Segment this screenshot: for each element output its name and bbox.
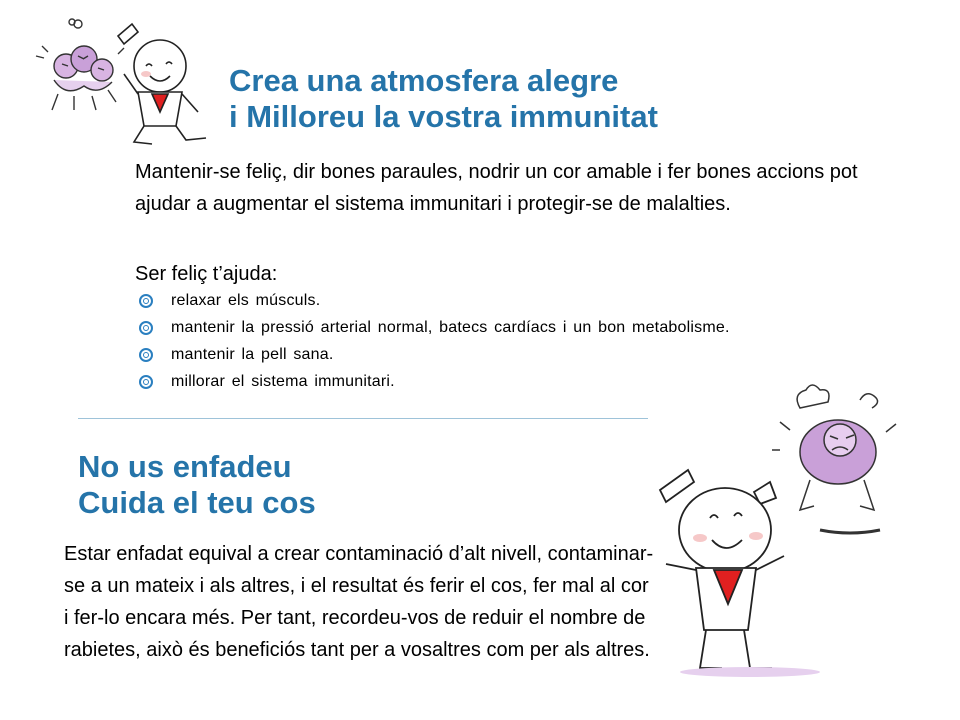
list-item [137, 314, 730, 341]
double-circle-bullet-icon [139, 348, 153, 362]
heading-line: Cuida el teu cos [78, 485, 316, 520]
happy-child-illustration [18, 14, 208, 149]
double-circle-bullet-icon [139, 321, 153, 335]
angry-figure-illustration [772, 385, 896, 533]
angry-crowd-illustration [36, 19, 124, 110]
heading-line: No us enfadeu [78, 449, 292, 484]
list-item-text: mantenir la pell sana. [171, 346, 334, 363]
double-circle-bullet-icon [139, 375, 153, 389]
happy-child-figure [118, 24, 206, 144]
heading-line: Crea una atmosfera alegre [229, 63, 619, 98]
ground-shadow [680, 667, 820, 677]
section-heading-anger [78, 449, 316, 521]
list-item [137, 341, 730, 368]
happy-child-and-angry-figure-illustration [650, 380, 900, 680]
section-heading-happy [229, 63, 658, 135]
double-circle-bullet-icon [139, 294, 153, 308]
heading-line: i Milloreu la vostra immunitat [229, 99, 658, 134]
happiness-intro: Ser feliç t’ajuda: [135, 263, 278, 285]
happy-child-figure [660, 470, 784, 668]
list-item [137, 368, 730, 395]
happiness-paragraph: Mantenir-se feliç, dir bones paraules, nodrir un cor amable i fer bones accions pot ajudar a augmentar el sistema immunitari i protegir-se de malalties. [135, 161, 858, 215]
list-item-text: millorar el sistema immunitari. [171, 373, 395, 390]
section-divider [78, 418, 648, 419]
happiness-benefits-list [137, 287, 730, 395]
list-item-text: mantenir la pressió arterial normal, batecs cardíacs i un bon metabolisme. [171, 319, 730, 336]
list-item-text: relaxar els músculs. [171, 292, 321, 309]
list-item [137, 287, 730, 314]
anger-paragraph: Estar enfadat equival a crear contaminació d’alt nivell, contaminar-se a un mateix i als altres, i el resultat és ferir el cos, fer mal al cor i fer-lo encara més. Per tant, recordeu-vos de reduir el nombre de rabietes, això és beneficiós tant per a vosaltres com per als altres. [64, 543, 654, 661]
